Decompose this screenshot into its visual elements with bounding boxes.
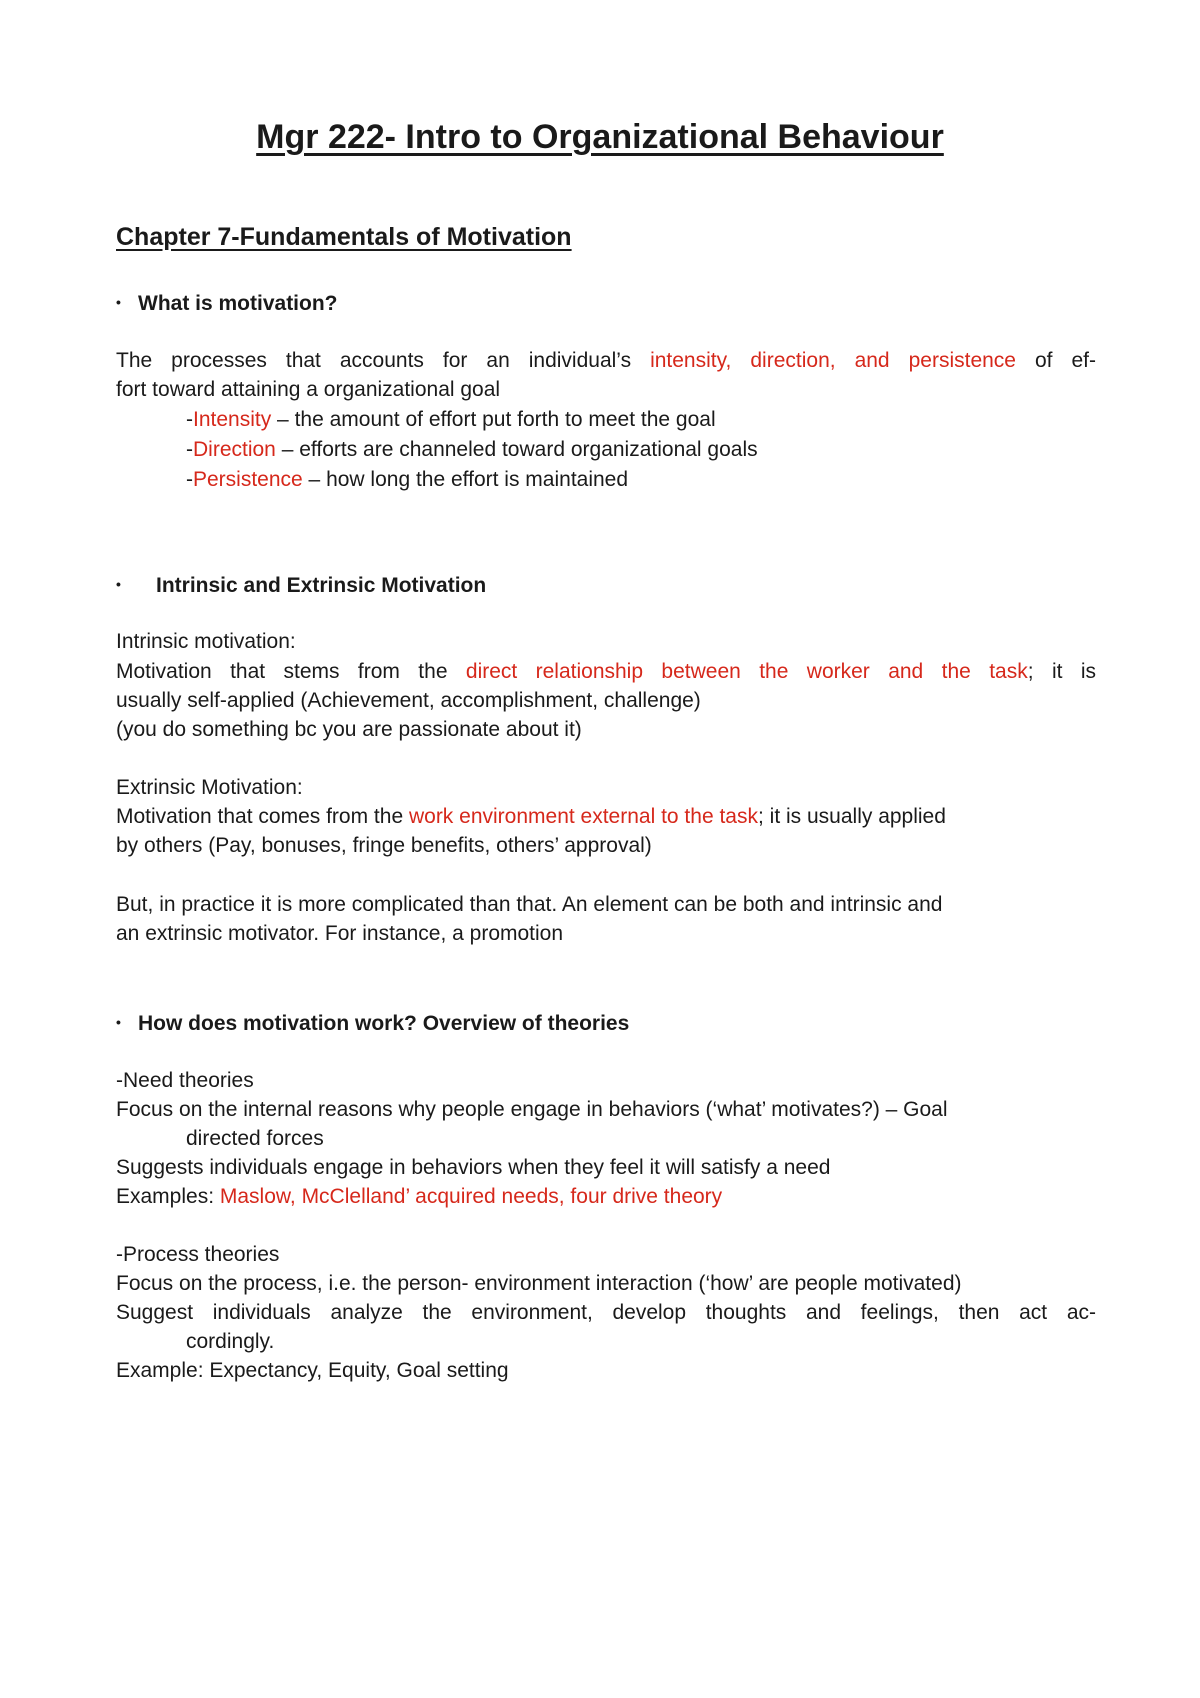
- highlight-text: intensity, direction, and persistence: [650, 349, 1016, 372]
- extrinsic-line-1: Motivation that comes from the work environment external to the task; it is usually applied: [116, 805, 946, 828]
- process-theories-label: -Process theories: [116, 1243, 280, 1266]
- intrinsic-line-3: (you do something bc you are passionate about it): [116, 718, 582, 741]
- bullet-icon: •: [116, 294, 121, 310]
- section-heading-theories: • How does motivation work? Overview of theories: [116, 1012, 630, 1035]
- process-line-2: Suggest individuals analyze the environment, develop thoughts and feelings, then act ac-: [116, 1301, 1096, 1324]
- definition-line-2: fort toward attaining a organizational goal: [116, 378, 501, 401]
- highlight-text: work environment external to the task: [408, 805, 758, 828]
- need-examples: Examples: Maslow, McClelland’ acquired needs, four drive theory: [116, 1185, 723, 1208]
- bullet-icon: •: [116, 1014, 121, 1030]
- highlight-text: direct relationship between the worker and the task: [465, 660, 1028, 683]
- definition-line-1: The processes that accounts for an individual’s intensity, direction, and persistence of ef-: [116, 349, 1096, 372]
- list-item-direction: -Direction – efforts are channeled toward organizational goals: [186, 438, 758, 461]
- need-line-2: directed forces: [186, 1127, 324, 1150]
- bullet-icon: •: [116, 576, 121, 592]
- intrinsic-line-2: usually self-applied (Achievement, accomplishment, challenge): [116, 689, 701, 712]
- need-line-1: Focus on the internal reasons why people engage in behaviors (‘what’ motivates?) – Goal: [116, 1098, 948, 1121]
- need-line-3: Suggests individuals engage in behaviors when they feel it will satisfy a need: [116, 1156, 831, 1179]
- intrinsic-label: Intrinsic motivation:: [116, 630, 296, 653]
- list-item-persistence: -Persistence – how long the effort is maintained: [186, 468, 629, 491]
- process-line-3: cordingly.: [186, 1330, 275, 1353]
- process-line-1: Focus on the process, i.e. the person- environment interaction (‘how’ are people motivated): [116, 1272, 962, 1295]
- complication-line-1: But, in practice it is more complicated than that. An element can be both and intrinsic and: [116, 893, 943, 916]
- process-example: Example: Expectancy, Equity, Goal setting: [116, 1359, 509, 1382]
- section-heading-what-is-motivation: • What is motivation?: [116, 292, 338, 315]
- chapter-heading: Chapter 7-Fundamentals of Motivation: [116, 223, 572, 251]
- section-heading-intrinsic-extrinsic: • Intrinsic and Extrinsic Motivation: [116, 574, 487, 597]
- complication-line-2: an extrinsic motivator. For instance, a promotion: [116, 922, 564, 945]
- highlight-text: Maslow, McClelland’ acquired needs, four drive theory: [219, 1185, 723, 1208]
- need-theories-label: -Need theories: [116, 1069, 254, 1092]
- document-title: Mgr 222- Intro to Organizational Behaviour: [256, 118, 944, 156]
- extrinsic-label: Extrinsic Motivation:: [116, 776, 303, 799]
- extrinsic-line-2: by others (Pay, bonuses, fringe benefits, others’ approval): [116, 834, 652, 857]
- intrinsic-line-1: Motivation that stems from the direct relationship between the worker and the task; it is: [116, 660, 1096, 683]
- list-item-intensity: -Intensity – the amount of effort put forth to meet the goal: [186, 408, 716, 431]
